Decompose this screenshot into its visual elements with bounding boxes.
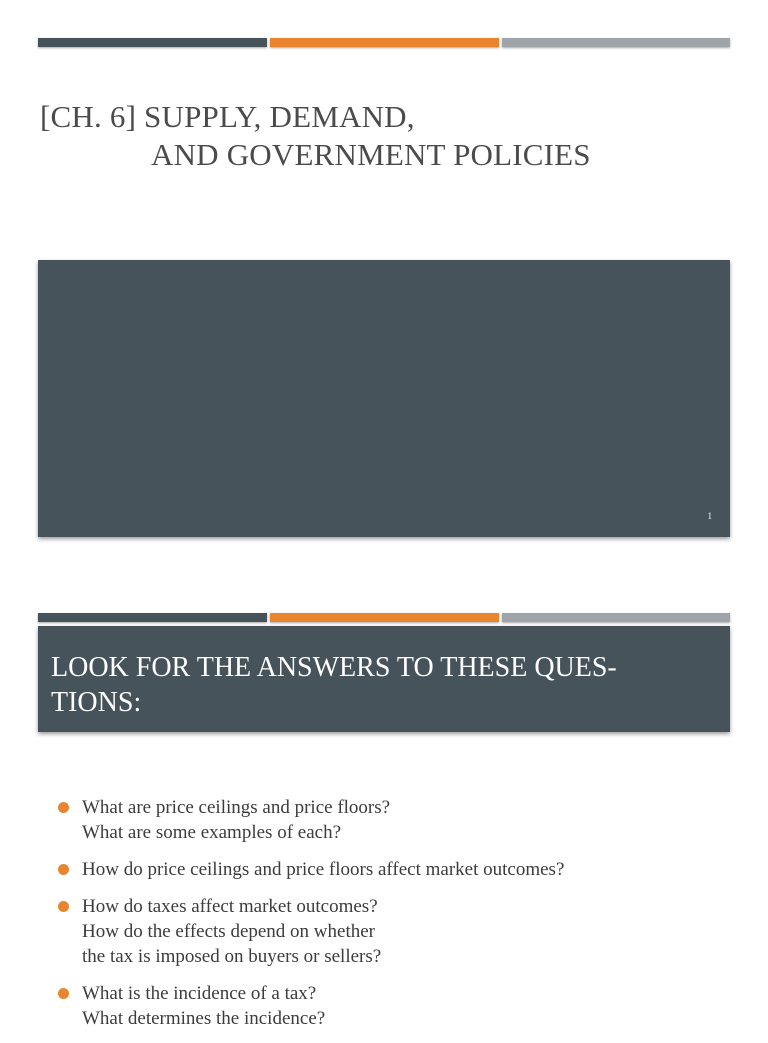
question-line: How do price ceilings and price floors affect market outcomes? — [82, 859, 565, 880]
accent-bar-gray-2 — [502, 613, 730, 622]
slide-content-panel — [38, 260, 730, 537]
question-line: What determines the incidence? — [82, 1008, 326, 1029]
question-line: What are some examples of each? — [82, 822, 342, 843]
bullet-icon — [58, 901, 69, 912]
bullet-icon — [58, 988, 69, 999]
slide2-heading-line2: TIONS: — [51, 687, 142, 718]
question-line: How do the effects depend on whether — [82, 921, 375, 942]
accent-bar-orange — [270, 38, 499, 47]
accent-bar-dark — [38, 38, 267, 47]
bullet-icon — [58, 802, 69, 813]
bullet-icon — [58, 864, 69, 875]
accent-bar-orange-2 — [270, 613, 499, 622]
question-list — [58, 795, 738, 1043]
question-line: What are price ceilings and price floors? — [82, 797, 391, 818]
question-line: How do taxes affect market outcomes? — [82, 896, 378, 917]
slide-title-line1: [CH. 6] SUPPLY, DEMAND, — [40, 99, 415, 134]
slide-title-line2: AND GOVERNMENT POLICIES — [151, 137, 591, 172]
accent-bar-dark-2 — [38, 613, 267, 622]
slide-number: 1 — [707, 511, 712, 521]
question-line: the tax is imposed on buyers or sellers? — [82, 946, 382, 967]
accent-bar-gray — [502, 38, 730, 47]
list-item — [58, 857, 738, 882]
question-line: What is the incidence of a tax? — [82, 983, 317, 1004]
slide2-heading — [51, 650, 711, 720]
list-item — [58, 795, 738, 845]
slide-title — [40, 98, 730, 174]
slide2-header — [38, 626, 730, 732]
list-item — [58, 894, 738, 969]
slide2-heading-line1: LOOK FOR THE ANSWERS TO THESE QUES- — [51, 652, 617, 683]
